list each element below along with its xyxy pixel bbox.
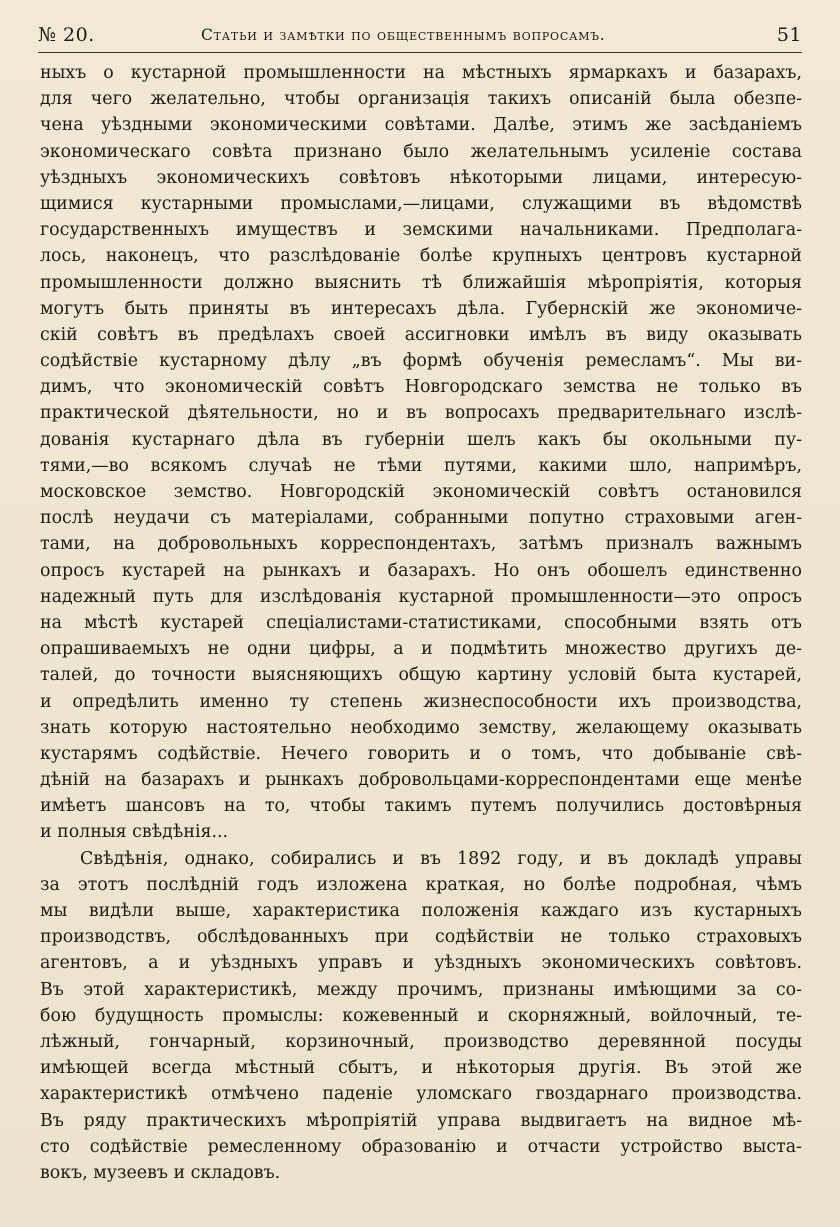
text-line: вокъ, музеевъ и складовъ. [40,1162,281,1183]
text-line: и опредѣлить именно ту степень жизнеспособности ихъ производства, [40,691,802,712]
page-number: 51 [776,24,802,46]
text-line: сто содѣйствіе ремесленному образованію и отчасти устройство выста- [40,1136,802,1157]
text-line: промышленности должно выяснить тѣ ближайшія мѣропріятія, которыя [40,272,802,293]
text-line: тями,—во всякомъ случаѣ не тѣми путями, какими шло, напримѣръ, [40,455,802,476]
text-line: на мѣстѣ кустарей спеціалистами-статистиками, способными взять отъ [40,612,802,633]
text-line: агентовъ, а и уѣздныхъ управъ и уѣздныхъ экономическихъ совѣтовъ. [40,953,802,974]
paragraph-2 [40,846,802,1186]
text-line: государственныхъ имуществъ и земскими начальниками. Предполага- [40,220,802,241]
text-line: за этотъ послѣдній годъ изложена краткая, но болѣе подробная, чѣмъ [40,874,802,895]
text-line: лось, наконецъ, что разслѣдованіе болѣе крупныхъ центровъ кустарной [40,246,802,267]
text-line: бою будущность промыслы: кожевенный и скорняжный, войлочный, те- [40,1005,802,1026]
issue-number: № 20. [38,24,95,46]
text-line: содѣйствіе кустарному дѣлу „въ формѣ обученія ремесламъ“. Мы ви- [40,351,802,372]
text-line: характеристикѣ отмѣчено паденіе уломскаго гвоздарнаго производства. [40,1084,802,1105]
text-line: опрашиваемыхъ не одни цифры, а и подмѣтить множество другихъ де- [40,639,802,660]
text-line: кустарямъ содѣйствіе. Нечего говорить и о томъ, что добываніе свѣ- [40,743,802,764]
text-line: опросъ кустарей на рынкахъ и базарахъ. Но онъ обошелъ единственно [40,560,802,581]
text-line: лѣжный, гончарный, корзиночный, производство деревянной посуды [40,1031,802,1052]
text-line: щимися кустарными промыслами,—лицами, служащими въ вѣдомствѣ [40,193,802,214]
header-rule [38,52,802,53]
text-line: имѣющей всегда мѣстный сбытъ, и нѣкоторыя другія. Въ этой же [40,1058,802,1079]
text-line: знать которую настоятельно необходимо земству, желающему оказывать [40,717,802,738]
text-line: имѣетъ шансовъ на то, чтобы такимъ путемъ получились достовѣрныя [40,796,802,817]
text-line: производствъ, обслѣдованныхъ при содѣйствіи не только страховыхъ [40,927,802,948]
text-line: мы видѣли выше, характеристика положенія каждаго изъ кустарныхъ [40,901,802,921]
text-line: надежный путь для изслѣдованія кустарной промышленности—это опросъ [40,586,802,607]
text-line: талей, до точности выясняющихъ общую картину условій быта кустарей, [40,665,802,686]
text-line: дѣній на базарахъ и рынкахъ добровольцами-корреспондентами еще менѣе [40,770,802,791]
running-header [38,20,802,50]
text-line: Въ ряду практическихъ мѣропріятій управа выдвигаетъ на видное мѣ- [40,1110,802,1131]
text-line: экономическаго совѣта признано было желательнымъ усиленіе состава [40,141,802,162]
text-line: ныхъ о кустарной промышленности на мѣстныхъ ярмаркахъ и базарахъ, [40,63,802,83]
text-line: для чего желательно, чтобы организація такихъ описаній была обезпе- [40,89,802,110]
text-line: скій совѣтъ въ предѣлахъ своей ассигновки имѣлъ въ виду оказывать [40,324,802,345]
text-line: Въ этой характеристикѣ, между прочимъ, признаны имѣющими за со- [40,979,802,1000]
text-line: чена уѣздными экономическими совѣтами. Далѣе, этимъ же засѣданіемъ [40,115,802,136]
running-title: Статьи и замѣтки по общественнымъ вопросамъ. [201,26,606,44]
text-line: могутъ быть приняты въ интересахъ дѣла. Губернскій же экономиче- [40,298,802,319]
text-line: послѣ неудачи съ матеріалами, собранными попутно страховыми аген- [40,508,802,529]
text-line: дованія кустарнаго дѣла въ губерніи шелъ какъ бы окольными пу- [40,429,802,450]
text-line: Свѣдѣнія, однако, собирались и въ 1892 году, и въ докладѣ управы [80,848,802,869]
text-line: и полныя свѣдѣнія... [40,822,229,843]
text-line: практической дѣятельности, но и въ вопросахъ предварительнаго изслѣ- [40,403,802,424]
text-line: димъ, что экономическій совѣтъ Новгородскаго земства не только въ [40,377,802,398]
text-line: тами, на добровольныхъ корреспондентахъ, затѣмъ призналъ важнымъ [40,534,802,555]
text-line: уѣздныхъ экономическихъ совѣтовъ нѣкоторыми лицами, интересую- [40,167,802,188]
text-line: московское земство. Новгородскій экономическій совѣтъ остановился [40,482,802,502]
body-text [40,60,802,1186]
paragraph-1 [40,60,802,846]
